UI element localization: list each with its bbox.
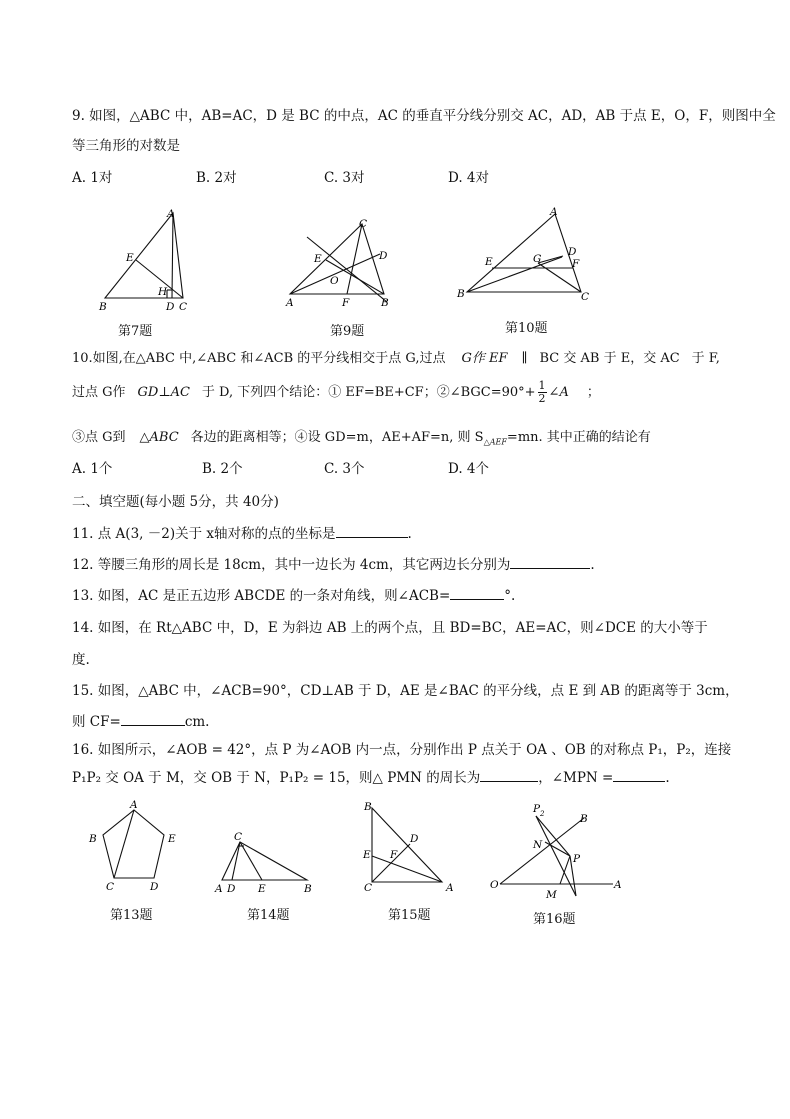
fig16-label-o: O [490,879,499,891]
fig16-label-p2: P [533,803,541,815]
fig10-label-b: B [457,288,465,300]
fig7-label-a: A [167,208,175,220]
fig10-label-d: D [568,246,577,258]
fig9-label-c: C [359,218,368,230]
fig15-label-b: B [364,801,372,813]
q12: 12. 等腰三角形的周长是 18cm，其中一边长为 4cm，其它两边长分别为 . [72,557,595,573]
fig15-label-c: C [364,882,373,894]
fig9-caption: 第9题 [330,324,365,339]
figure-15 [358,798,458,893]
svg-text:2: 2 [540,810,545,818]
fig10-label-a: A [550,206,558,218]
fig10-caption: 第10题 [505,321,548,336]
fig7-label-c: C [179,301,188,313]
fig14-caption: 第14题 [247,908,290,923]
q9-line2: 等三角形的对数是 [72,138,180,154]
q9-option-c[interactable]: C. 3对 [324,170,365,186]
fig16-segment-np [545,842,570,856]
fig9-label-e: E [314,253,322,265]
fig13-pentagon [103,810,164,878]
fig7-label-h: H [158,286,168,298]
fig9-label-o: O [330,275,339,287]
fig13-label-d: D [150,881,159,893]
fig13-label-b: B [89,833,97,845]
q13-answer-blank[interactable] [450,599,504,600]
q10-option-c[interactable]: C. 3个 [324,461,365,477]
fig15-label-e: E [363,849,371,861]
fig13-label-e: E [168,833,176,845]
fig13-caption: 第13题 [110,908,153,923]
fig7-label-e: E [126,252,134,264]
fig15-label-d: D [410,833,419,845]
fig13-diagonal-ac [114,810,134,878]
fig16-label-a: A [614,879,622,891]
fig7-altitude-ad [172,213,173,298]
q10-option-d[interactable]: D. 4个 [448,461,490,477]
q13: 13. 如图，AC 是正五边形 ABCDE 的一条对角线，则∠ACB= °. [72,588,516,604]
fig14-triangle [222,842,307,880]
q10-fraction: $\frac{1}{2}$ [538,379,546,405]
fig14-label-c: C [234,831,243,843]
fig10-label-g: G [533,253,542,265]
section2-title: 二、填空题(每小题 5分，共 40分) [72,494,279,510]
q10-option-a[interactable]: A. 1个 [72,461,113,477]
fig14-label-a: A [215,883,223,895]
q9-option-d[interactable]: D. 4对 [448,170,490,186]
q15-line1: 15. 如图，△ABC 中，∠ACB=90°，CD⊥AB 于 D，AE 是∠BAC 的平分线，点 E 到 AB 的距离等于 3cm， [72,683,739,699]
figure-16 [488,800,628,910]
fig9-label-d: D [379,250,388,262]
figure-14 [212,826,322,896]
fig7-caption: 第7题 [118,324,153,339]
q14-line1: 14. 如图，在 Rt△ABC 中，D，E 为斜边 AB 上的两个点，且 BD=BC，AE=AC，则∠DCE 的大小等于 [72,620,708,636]
fig15-label-f: F [390,849,398,861]
fig16-label-m: M [546,889,557,901]
fig9-label-f: F [342,297,350,309]
fig7-triangle [105,213,183,298]
q10-line2: 过点 G作 GD⊥AC 于 D, 下列四个结论：① EF=BE+CF；②∠BGC=90°+ $\frac{1}{2}$ ∠A ； [72,379,600,405]
fig16-label-p: P [573,853,581,865]
q16-line1: 16. 如图所示，∠AOB = 42°，点 P 为∠AOB 内一点，分别作出 P 点关于 OA 、OB 的对称点 P₁，P₂，连接 [72,742,732,758]
fig15-bisector-ae [372,856,442,882]
figure-10 [455,205,595,305]
q16-perimeter-blank[interactable] [480,781,538,782]
fig16-label-n: N [533,839,543,851]
q16-angle-blank[interactable] [613,781,665,782]
figure-7 [95,205,205,315]
fig14-label-e: E [258,883,266,895]
fig7-label-b: B [99,301,107,313]
fig13-label-a: A [130,799,138,811]
q15-answer-blank[interactable] [121,725,185,726]
fig10-label-e: E [485,256,493,268]
figure-9 [282,212,407,312]
fig10-label-c: C [581,291,590,303]
q11-answer-blank[interactable] [336,537,408,538]
fig9-segment-cf [347,224,362,294]
q11: 11. 点 A(3, －2)关于 x轴对称的点的坐标是 . [72,526,412,542]
fig16-label-b: B [580,813,588,825]
fig7-label-d: D [166,301,175,313]
fig14-segment-cd [232,842,240,880]
figure-13 [86,800,186,895]
fig14-label-b: B [304,883,312,895]
fig15-label-a: A [446,882,454,894]
fig9-label-a: A [286,297,294,309]
q10-option-b[interactable]: B. 2个 [202,461,243,477]
q14-line2: 度. [72,652,90,668]
q15-line2: 则 CF= cm. [72,714,210,730]
fig13-label-c: C [106,881,115,893]
fig9-label-b: B [381,297,389,309]
q10-line1: 10.如图,在△ABC 中,∠ABC 和∠ACB 的平分线相交于点 G,过点 G作 EF ∥ BC 交 AB 于 E，交 AC 于 F, [72,351,720,366]
fig16-caption: 第16题 [533,912,576,927]
q10-line3: ③点 G到 △ABC 各边的距离相等；④设 GD=m，AE+AF=n, 则 $S_{\triangle AEF}=mn$. 其中正确的结论有 [72,430,651,447]
q9-line1: 9. 如图，△ABC 中，AB=AC，D 是 BC 的中点，AC 的垂直平分线分别交 AC，AD，AB 于点 E，O，F，则图中全 [72,108,776,124]
q9-option-a[interactable]: A. 1对 [72,170,113,186]
q16-line2: P₁P₂ 交 OA 于 M，交 OB 于 N，P₁P₂ = 15，则△ PMN 的周长为 ，∠MPN = . [72,770,670,786]
fig10-bisector-b [467,257,562,292]
q9-option-b[interactable]: B. 2对 [196,170,237,186]
fig15-caption: 第15题 [388,908,431,923]
fig10-segment-gd [538,256,563,263]
fig14-label-d: D [227,883,236,895]
fig10-label-f: F [572,258,580,270]
q12-answer-blank[interactable] [510,568,590,569]
